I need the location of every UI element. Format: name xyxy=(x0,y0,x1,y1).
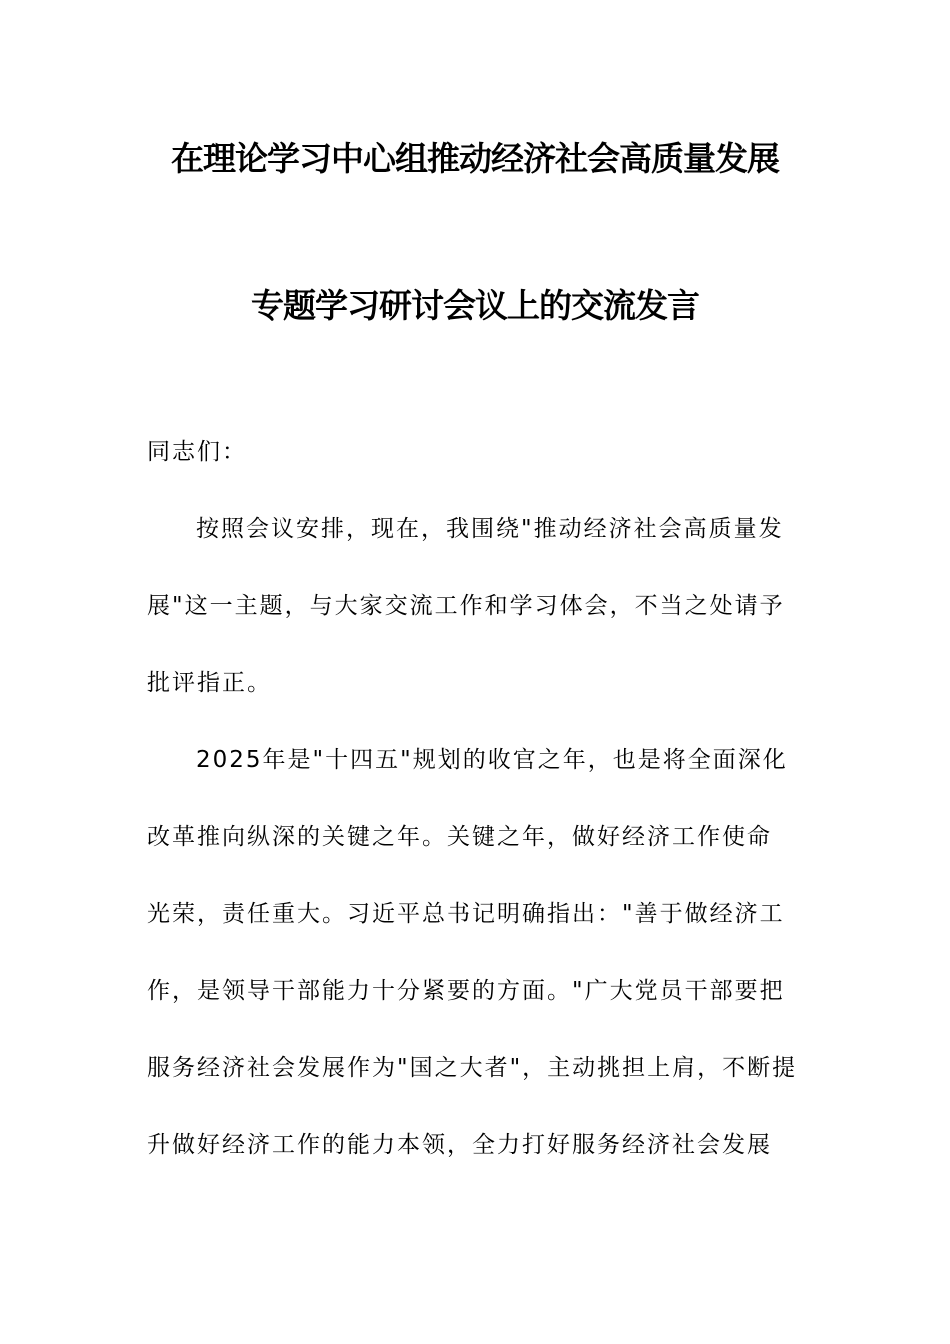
document-title-line-2: 专题学习研讨会议上的交流发言 xyxy=(251,286,699,325)
paragraph-2-line-4: 作，是领导干部能力十分紧要的方面。"广大党员干部要把 xyxy=(147,978,785,1004)
paragraph-1-line-2: 展"这一主题，与大家交流工作和学习体会，不当之处请予 xyxy=(147,593,785,619)
paragraph-1-line-3: 批评指正。 xyxy=(147,670,272,696)
paragraph-2-line-6: 升做好经济工作的能力本领，全力打好服务经济社会发展 xyxy=(147,1132,772,1158)
paragraph-1-line-1: 按照会议安排，现在，我围绕"推动经济社会高质量发 xyxy=(196,516,784,542)
paragraph-2-line-1: 2025年是"十四五"规划的收官之年，也是将全面深化 xyxy=(196,747,788,773)
document-title-line-1: 在理论学习中心组推动经济社会高质量发展 xyxy=(171,139,779,178)
paragraph-2-line-3: 光荣，责任重大。习近平总书记明确指出："善于做经济工 xyxy=(147,901,785,927)
salutation: 同志们： xyxy=(147,439,247,465)
document-body xyxy=(147,414,817,1184)
paragraph-2-line-2: 改革推向纵深的关键之年。关键之年，做好经济工作使命 xyxy=(147,824,772,850)
paragraph-2-line-5: 服务经济社会发展作为"国之大者"，主动挑担上肩，不断提 xyxy=(147,1055,798,1081)
